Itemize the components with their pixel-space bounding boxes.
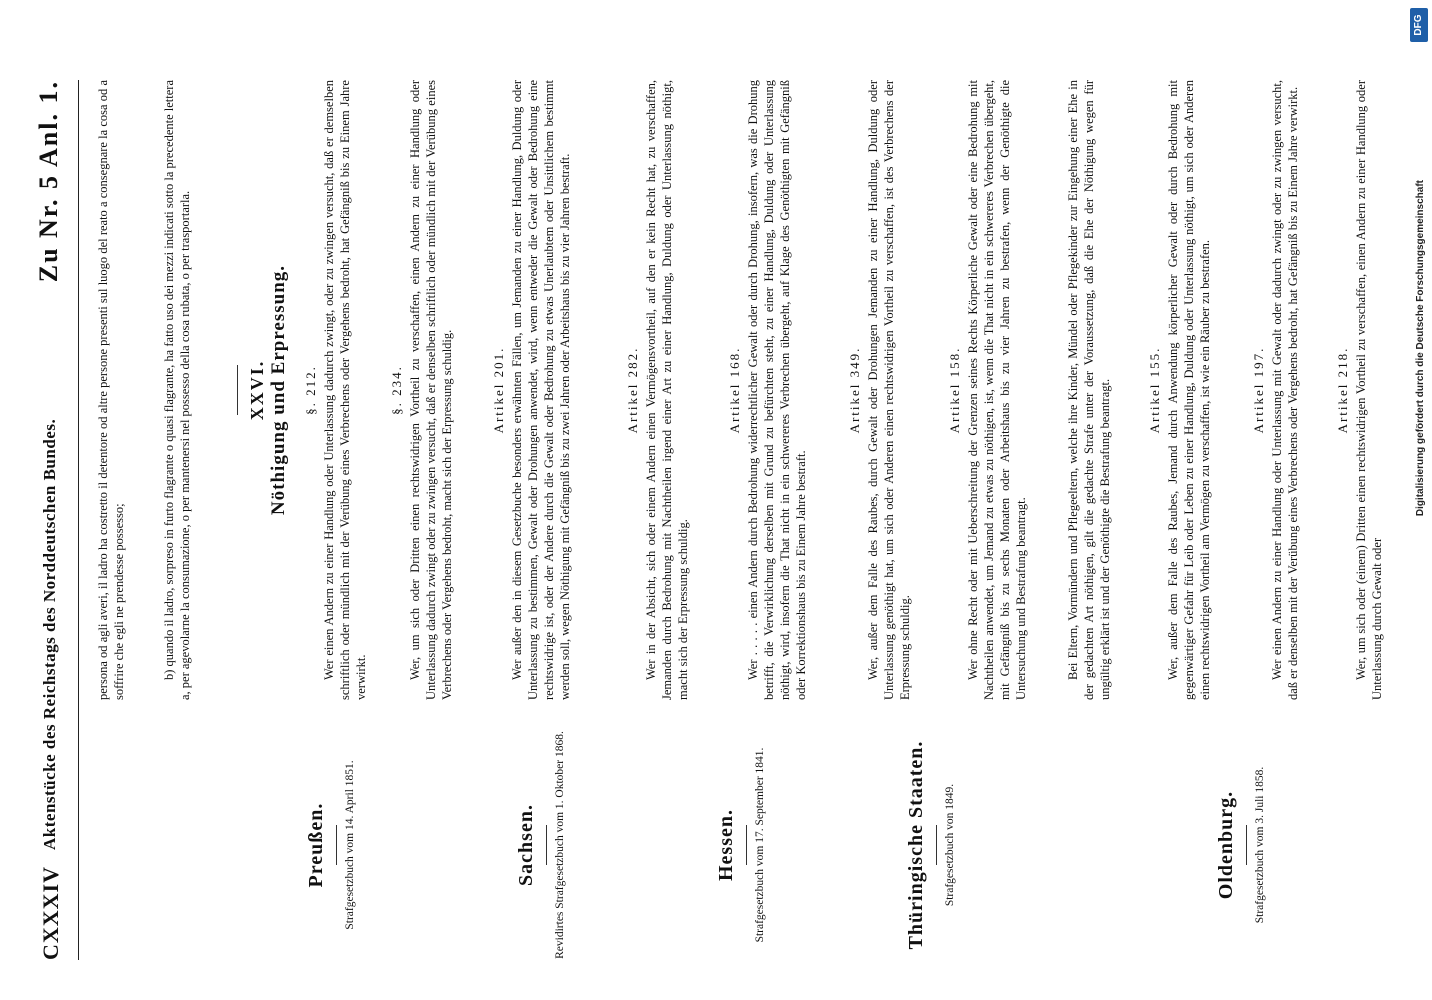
legal-paragraph: Wer . . . . . einen Andern durch Bedrohung widerrechtlicher Gewalt oder durch Drohung, insofern, was die Drohung betrifft, die Verwirklichung derselben mit Grund zu befürchten steht, zu einer Handlung, Duldung oder Unterlassung nöthigt, wird, insofern die That nicht in ein schwereres Verbrechen übergeht, auf Klage des Genöthigten mit Gefängniß oder Korrektionshaus bis zu Einem Jahre bestraft. — [746, 80, 808, 700]
state-name: Thüringische Staaten. — [905, 740, 927, 950]
state-preussen — [305, 730, 358, 960]
legal-paragraph: Bei Eltern, Vormündern und Pflegeeltern, welche ihre Kinder, Mündel oder Pflegekinder zur Eingehung einer Ehe in der gedachten Art nöthigen, gilt die gedachte Strafe unter der Voraussetzung, daß die Ehe der Nöthigung wegen für ungültig erklärt ist und der Genöthigte die Bestrafung beantragt. — [1066, 80, 1112, 700]
state-thueringen — [905, 730, 958, 960]
legal-paragraph: Wer, um sich oder (einem) Dritten einen rechtswidrigen Vortheil zu verschaffen, einen Andern zu einer Handlung oder Unterlassung durch Gewalt oder — [1354, 80, 1384, 700]
state-hessen — [715, 730, 768, 960]
legal-paragraph: Wer einen Andern zu einer Handlung oder Unterlassung dadurch zwingt, oder zu zwingen versucht, daß er demselben schriftlich oder mündlich mit der Verübung eines Verbrechens oder Vergehens bedroht, hat Gefängniß bis zu Einem Jahre verwirkt. — [322, 80, 368, 700]
document-reference: Zu Nr. 5 Anl. 1. — [34, 80, 63, 283]
section-heading: Artikel 168. — [727, 346, 742, 434]
state-oldenburg — [1215, 730, 1268, 960]
state-sachsen — [515, 730, 568, 960]
section-heading: Artikel 201. — [491, 346, 506, 434]
legal-paragraph: Wer, außer dem Falle des Raubes, durch Gewalt oder Drohungen Jemanden zu einer Handlung, Duldung oder Unterlassung genöthigt hat, um sich oder Anderen einen rechtswidrigen Vortheil zu verschaffen, ist des Verbrechens der Erpressung schuldig. — [866, 80, 912, 700]
chapter-number: XXVI. — [247, 359, 267, 421]
page-footer — [1402, 0, 1432, 1000]
legal-paragraph: Wer außer den in diesem Gesetzbuche besonders erwähnten Fällen, um Jemanden zu einer Handlung, Duldung oder Unterlassung zu bestimmen, Gewalt oder Drohungen anwendet, wird, wenn entweder die Gewalt oder Bedrohung eine rechtswidrige ist, oder der Andere durch die Gewalt oder Bedrohung zu etwas Unerlaubtem oder Unsittlichem bestimmt werden soll, wegen Nöthigung mit Gefängniß bis zu zwei Jahren oder Arbeitshaus bis zu vier Jahren bestraft. — [510, 80, 572, 700]
legal-paragraph: Wer in der Absicht, sich oder einem Andern einen Vermögensvortheil, auf den er kein Recht hat, zu verschaffen, Jemanden durch Bedrohung mit Nachtheilen irgend einer Art zu einer Handlung, Duldung oder Unterlassung nöthigt, macht sich der Erpressung schuldig. — [644, 80, 690, 700]
page-header — [30, 80, 70, 960]
law-reference: Strafgesetzbuch vom 3. Juli 1858. — [1254, 766, 1266, 924]
dfg-logo-icon: DFG — [1410, 8, 1428, 42]
section-heading: Artikel 349. — [847, 346, 862, 434]
italian-paragraph: persona od agli averi, il ladro ha costretto il detentore od altre persone presenti sul luogo del reato a consegnare la cosa od a soffrire che egli ne prendesse possesso; — [96, 80, 126, 700]
divider — [936, 825, 937, 865]
header-rule — [78, 80, 79, 960]
section-heading: Artikel 197. — [1251, 346, 1266, 434]
section-heading: §. 234. — [389, 365, 404, 415]
running-title: Aktenstücke des Reichstags des Norddeutschen Bundes. — [40, 418, 59, 850]
section-heading: Artikel 282. — [625, 346, 640, 434]
state-name: Preußen. — [305, 802, 327, 888]
law-reference: Strafgesetzbuch vom 14. April 1851. — [344, 760, 356, 930]
legal-paragraph: Wer, um sich oder Dritten einen rechtswidrigen Vortheil zu verschaffen, einen Andern zu einer Handlung oder Unterlassung dadurch zwingt oder zu zwingen versucht, daß er denselben schriftlich oder mündlich mit der Verübung eines Verbrechens oder Vergehens bedroht, macht sich der Erpressung schuldig. — [408, 80, 454, 700]
chapter-title: Nöthigung und Erpressung. — [268, 264, 289, 516]
divider — [546, 825, 547, 865]
chapter-heading — [247, 80, 290, 700]
divider — [1246, 825, 1247, 865]
legal-paragraph: Wer ohne Recht oder mit Ueberschreitung der Grenzen seines Rechts Körperliche Gewalt oder eine Bedrohung mit Nachtheilen anwendet, um Jemand zu etwas zu nöthigen, ist, wenn die That nicht in ein schwereres Verbrechen übergeht, mit Gefängniß bis zu sechs Monaten oder Arbeitshaus bis zu vier Jahren zu bestrafen, wenn der Genöthigte die Untersuchung und Bestrafung beantragt. — [966, 80, 1028, 700]
section-heading: Artikel 155. — [1147, 346, 1162, 434]
divider — [237, 365, 238, 415]
legal-paragraph: Wer einen Andern zu einer Handlung oder Unterlassung mit Gewalt oder dadurch zwingt oder zu zwingen versucht, daß er denselben mit der Verübung eines Verbrechens oder Vergehens bedroht, hat Gefängniß bis zu Einem Jahre verwirkt. — [1270, 80, 1300, 700]
divider — [746, 825, 747, 865]
state-name: Hessen. — [715, 809, 737, 881]
state-name: Sachsen. — [515, 804, 537, 886]
state-column — [95, 730, 1395, 960]
law-reference: Strafgesetzbuch von 1849. — [944, 783, 956, 907]
italian-paragraph: b) quando il ladro, sorpreso in furto flagrante o quasi flagrante, ha fatto uso dei mezzi indicati sotto la precedente lettera a, per agevolarne la consumazione, o per mantenersi nel possesso della cosa rubata, o per trasportarla. — [162, 80, 192, 700]
law-reference: Strafgesetzbuch vom 17. September 1841. — [754, 747, 766, 943]
section-heading: §. 212. — [303, 365, 318, 415]
state-name: Oldenburg. — [1215, 790, 1237, 900]
divider — [336, 825, 337, 865]
law-reference: Revidirtes Strafgesetzbuch vom 1. Oktober 1868. — [554, 731, 566, 959]
text-column — [95, 80, 1395, 700]
page-number: CXXXIV — [38, 866, 63, 960]
legal-paragraph: Wer, außer dem Falle des Raubes, Jemand durch Anwendung körperlicher Gewalt oder durch Bedrohung mit gegenwärtiger Gefahr für Leib oder Leben zu einer Handlung, Duldung oder Unterlassung nöthigt, um sich oder Anderen einen rechtswidrigen Vortheil am Vermögen zu verschaffen, ist wie ein Räuber zu bestrafen. — [1166, 80, 1212, 700]
section-heading: Artikel 158. — [947, 346, 962, 434]
funding-note: Digitalisierung gefördert durch die Deutsche Forschungsgemeinschaft — [1415, 180, 1426, 517]
section-heading: Artikel 218. — [1335, 346, 1350, 434]
